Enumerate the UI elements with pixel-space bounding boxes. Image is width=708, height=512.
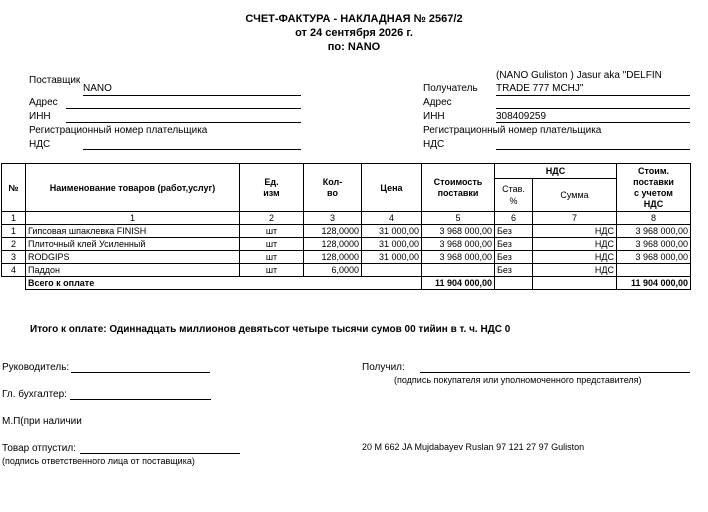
header-cost: Стоимость поставки: [422, 164, 495, 212]
released-label: Товар отпустил:: [2, 443, 76, 454]
released-sign-line: [80, 453, 240, 454]
total-empty: [495, 277, 533, 290]
invoice-table: [1, 163, 691, 290]
total-label: Всего к оплате: [26, 277, 422, 290]
row-price: 31 000,00: [362, 225, 422, 238]
row-num: 2: [2, 238, 26, 251]
col-number: 7: [533, 212, 617, 225]
received-note: (подпись покупателя или уполномоченного представителя): [394, 375, 642, 385]
row-cost: [422, 264, 495, 277]
header-num: №: [2, 164, 26, 212]
row-qty: 128,0000: [304, 238, 362, 251]
total-in-words: Итого к оплате: Одиннадцать миллионов девятьсот четыре тысячи сумов 00 тийин в т. ч. НДС 0: [30, 324, 511, 335]
row-unit: шт: [240, 225, 304, 238]
recipient-label: Получатель: [423, 83, 478, 94]
recipient-name-line2: TRADE 777 MCHJ": [496, 83, 584, 94]
row-price: [362, 264, 422, 277]
row-name: Плиточный клей Усиленный: [26, 238, 240, 251]
col-number: 3: [304, 212, 362, 225]
header-rate: Став. %: [495, 179, 533, 212]
recipient-name-line1: (NANO Guliston ) Jasur aka "DELFIN: [496, 70, 662, 81]
table-row: [2, 251, 691, 264]
row-name: Гипсовая шпаклевка FINISH: [26, 225, 240, 238]
director-sign-line: [71, 372, 210, 373]
row-unit: шт: [240, 251, 304, 264]
supplier-address-label: Адрес: [29, 97, 58, 108]
table-row: [2, 225, 691, 238]
director-label: Руководитель:: [2, 362, 70, 373]
row-rate: Без: [495, 251, 533, 264]
row-qty: 6,0000: [304, 264, 362, 277]
recipient-reg-label: Регистрационный номер плательщика: [423, 125, 602, 136]
supplier-address-line: [66, 108, 301, 109]
header-unit: Ед. изм: [240, 164, 304, 212]
row-total: [617, 264, 691, 277]
row-sum: НДС: [533, 251, 617, 264]
row-total: 3 968 000,00: [617, 238, 691, 251]
row-cost: 3 968 000,00: [422, 238, 495, 251]
supplier-inn-line: [66, 122, 301, 123]
row-total: 3 968 000,00: [617, 251, 691, 264]
row-price: 31 000,00: [362, 251, 422, 264]
col-number: 1: [2, 212, 26, 225]
row-price: 31 000,00: [362, 238, 422, 251]
row-unit: шт: [240, 238, 304, 251]
col-number: 5: [422, 212, 495, 225]
recipient-nds-line: [496, 149, 690, 150]
header-price: Цена: [362, 164, 422, 212]
recipient-inn-label: ИНН: [423, 111, 445, 122]
row-num: 3: [2, 251, 26, 264]
supplier-inn-label: ИНН: [29, 111, 51, 122]
header-qty: Кол- во: [304, 164, 362, 212]
supplier-name-line: [83, 95, 301, 96]
row-total: 3 968 000,00: [617, 225, 691, 238]
recipient-name-line: [496, 95, 690, 96]
recipient-address-label: Адрес: [423, 97, 452, 108]
col-number: 8: [617, 212, 691, 225]
supplier-label: Поставщик: [29, 75, 81, 86]
header-nds: НДС: [495, 164, 617, 179]
row-num: 1: [2, 225, 26, 238]
table-row: [2, 238, 691, 251]
row-sum: НДС: [533, 238, 617, 251]
header-sum: Сумма: [533, 179, 617, 212]
row-rate: Без: [495, 225, 533, 238]
supplier-reg-label: Регистрационный номер плательщика: [29, 125, 208, 136]
column-number-row: [2, 212, 691, 225]
supplier-nds-line: [83, 149, 301, 150]
row-rate: Без: [495, 264, 533, 277]
accountant-label: Гл. бухгалтер:: [2, 389, 67, 400]
total-row: [2, 277, 691, 290]
row-qty: 128,0000: [304, 251, 362, 264]
table-header-row: [2, 164, 691, 179]
vehicle-driver-info: 20 M 662 JA Mujdabayev Ruslan 97 121 27 97 Guliston: [362, 442, 585, 452]
row-num: 4: [2, 264, 26, 277]
col-number: 1: [26, 212, 240, 225]
row-name: RODGIPS: [26, 251, 240, 264]
row-rate: Без: [495, 238, 533, 251]
supplier-nds-label: НДС: [29, 139, 51, 150]
document-contract: по: NANO: [327, 41, 381, 53]
stamp-label: М.П(при наличии: [2, 416, 82, 427]
document-title: СЧЕТ-ФАКТУРА - НАКЛАДНАЯ № 2567/2: [245, 13, 463, 25]
released-note: (подпись ответственного лица от поставщика): [2, 456, 195, 466]
row-unit: шт: [240, 264, 304, 277]
total-empty: [533, 277, 617, 290]
row-qty: 128,0000: [304, 225, 362, 238]
header-name: Наименование товаров (работ,услуг): [26, 164, 240, 212]
document-date: от 24 сентября 2026 г.: [295, 27, 413, 39]
header-total: Стоим. поставки с учетом НДС: [617, 164, 691, 212]
col-number: 4: [362, 212, 422, 225]
received-label: Получил:: [362, 362, 405, 373]
recipient-nds-label: НДС: [423, 139, 445, 150]
row-sum: НДС: [533, 225, 617, 238]
total-cost: 11 904 000,00: [422, 277, 495, 290]
received-sign-line: [420, 372, 690, 373]
col-number: 2: [240, 212, 304, 225]
recipient-inn-line: [496, 122, 690, 123]
supplier-name: NANO: [83, 83, 112, 94]
recipient-inn: 308409259: [496, 111, 547, 122]
recipient-address-line: [496, 108, 690, 109]
row-name: Паддон: [26, 264, 240, 277]
table-row: [2, 264, 691, 277]
row-sum: НДС: [533, 264, 617, 277]
accountant-sign-line: [70, 399, 211, 400]
total-empty: [2, 277, 26, 290]
col-number: 6: [495, 212, 533, 225]
row-cost: 3 968 000,00: [422, 225, 495, 238]
row-cost: 3 968 000,00: [422, 251, 495, 264]
total-with-nds: 11 904 000,00: [617, 277, 691, 290]
